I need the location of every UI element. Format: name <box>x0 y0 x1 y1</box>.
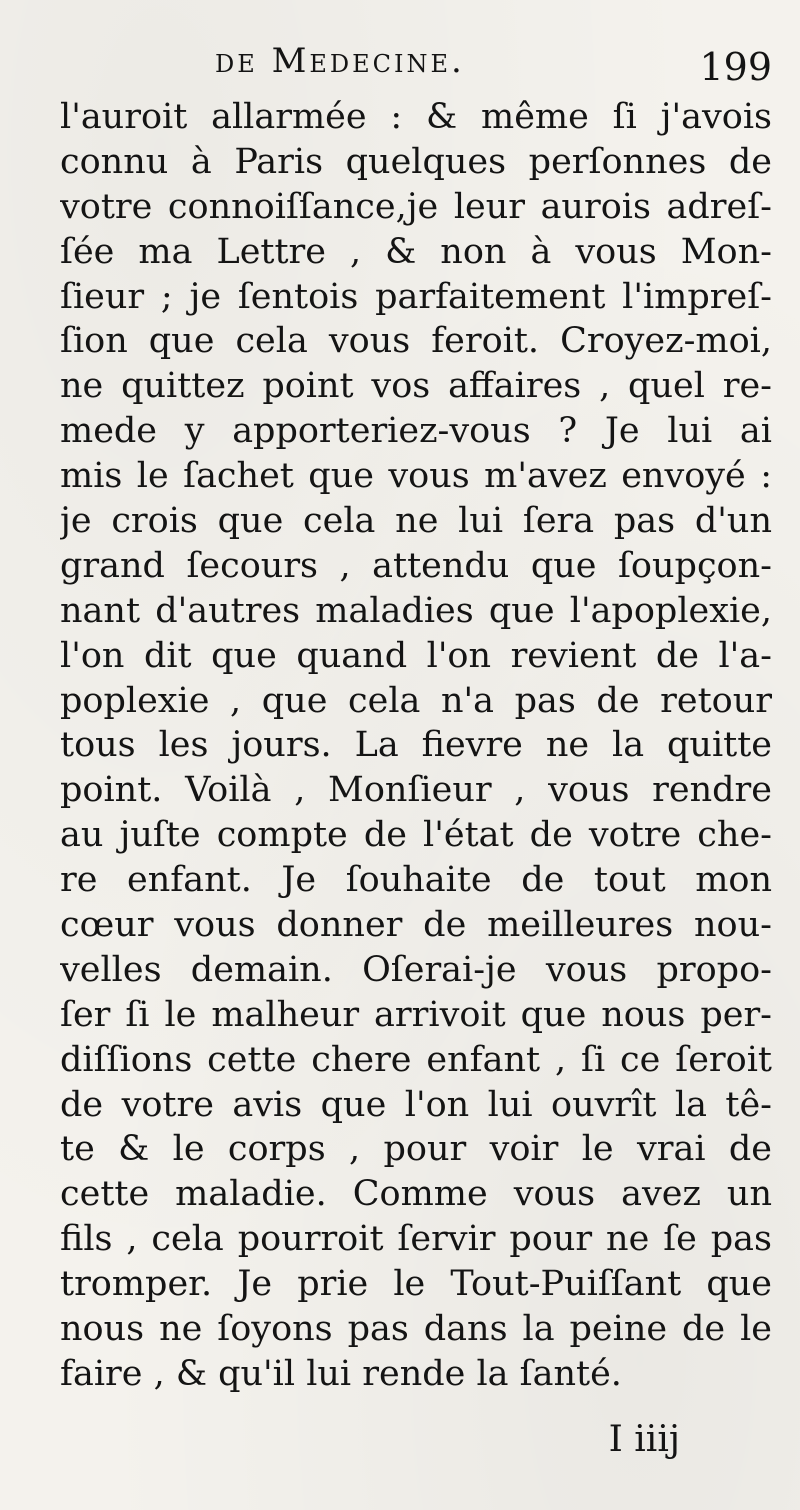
text-line: nant d'autres maladies que l'apoplexie, <box>60 590 772 631</box>
text-line: tous les jours. La fievre ne la quitte <box>60 725 772 766</box>
text-line: re enfant. Je ſouhaite de tout mon <box>60 860 772 901</box>
text-line: ſer ſi le malheur arrivoit que nous per- <box>60 994 772 1035</box>
text-line: mis le ſachet que vous m'avez envoyé : <box>60 456 772 497</box>
text-line: tromper. Je prie le Tout-Puiſſant que <box>60 1264 772 1305</box>
text-line: ſion que cela vous feroit. Croyez-moi, <box>60 321 772 362</box>
text-line: connu à Paris quelques perſonnes de <box>60 141 772 182</box>
text-line: mede y apporteriez-vous ? Je lui ai <box>60 411 772 452</box>
text-line: fils , cela pourroit ſervir pour ne ſe pas <box>60 1219 772 1260</box>
text-line: ne quittez point vos affaires , quel re- <box>60 366 772 407</box>
text-line: velles demain. Oſerai-je vous propo- <box>60 949 772 990</box>
text-line: l'on dit que quand l'on revient de l'a- <box>60 635 772 676</box>
text-line: nous ne ſoyons pas dans la peine de le <box>60 1309 772 1350</box>
text-line: ſieur ; je ſentois parfaitement l'impreſ- <box>60 276 772 317</box>
text-line: point. Voilà , Monſieur , vous rendre <box>60 770 772 811</box>
text-line: cette maladie. Comme vous avez un <box>60 1174 772 1215</box>
text-line: diſſions cette chere enfant , ſi ce ſeroit <box>60 1039 772 1080</box>
text-line: je crois que cela ne lui ſera pas d'un <box>60 501 772 542</box>
text-line: poplexie , que cela n'a pas de retour <box>60 680 772 721</box>
text-line: l'auroit allarmée : & même ſi j'avois <box>60 97 772 137</box>
signature-mark: I iiij <box>608 1419 680 1460</box>
page-number: 199 <box>699 45 772 89</box>
text-line: grand ſecours , attendu que ſoupçon- <box>60 545 772 586</box>
text-line-last: faire , & qu'il lui rende la ſanté. <box>60 1353 622 1394</box>
text-line: de votre avis que l'on lui ouvrît la tê- <box>60 1084 772 1125</box>
running-head: de Medecine. <box>215 41 465 81</box>
body-text <box>60 95 772 1397</box>
text-line: te & le corps , pour voir le vrai de <box>60 1129 772 1170</box>
text-line: cœur vous donner de meilleures nou- <box>60 905 772 946</box>
text-line: ſée ma Lettre , & non à vous Mon- <box>60 231 772 272</box>
text-line: votre connoiſſance,je leur aurois adreſ- <box>60 186 772 227</box>
text-line: au juſte compte de l'état de votre che- <box>60 815 772 856</box>
